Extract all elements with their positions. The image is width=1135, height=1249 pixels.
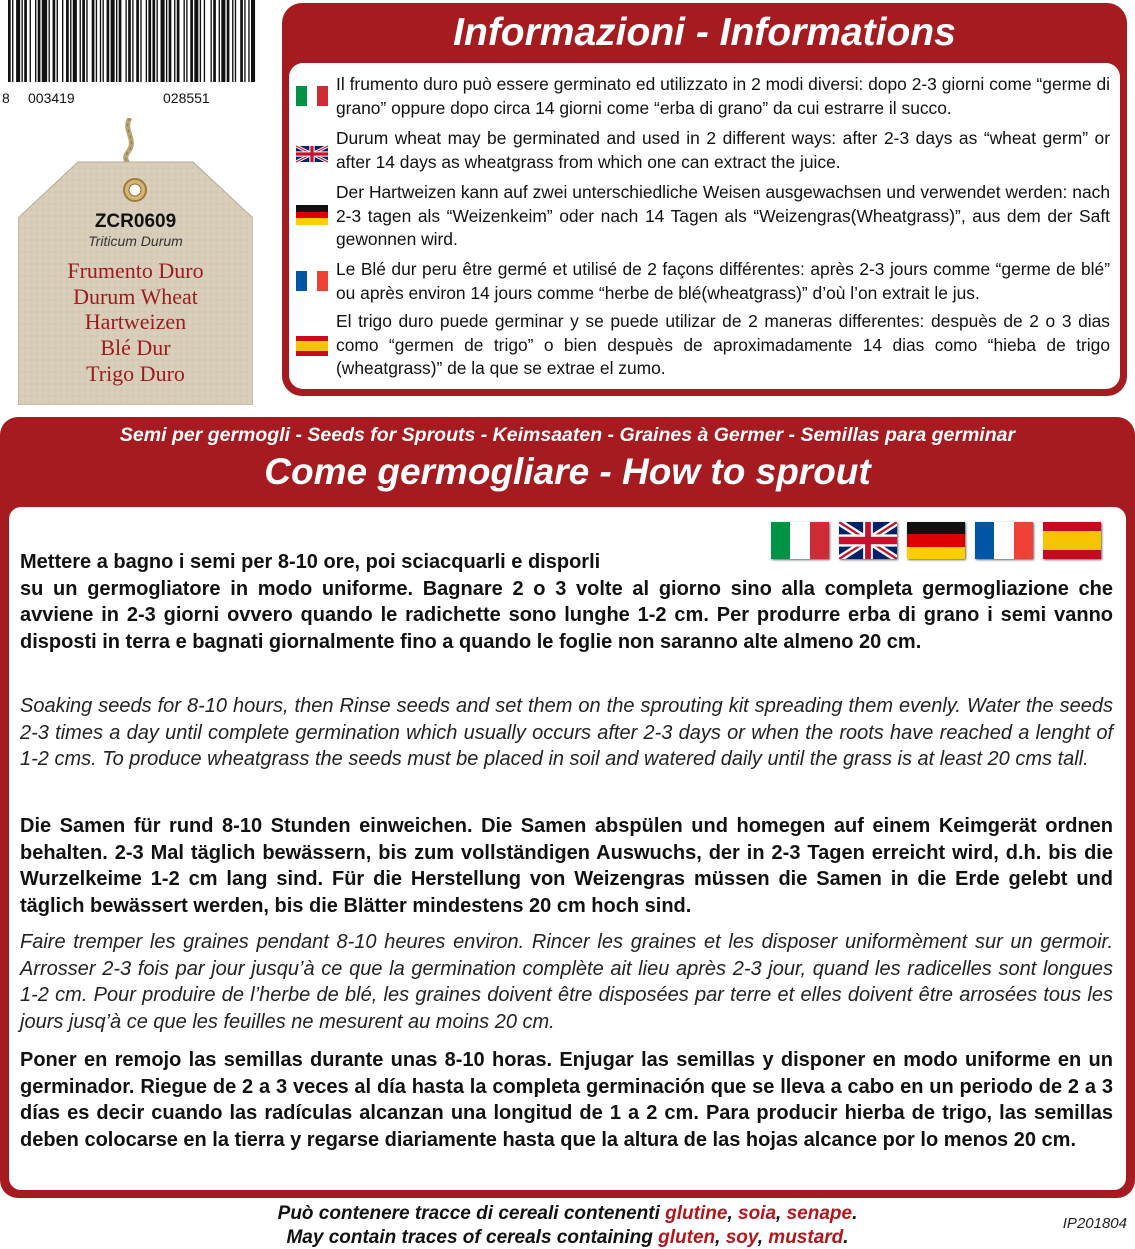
product-names — [18, 258, 253, 387]
info-title: Informazioni - Informations — [453, 11, 956, 54]
instructions-es: Poner en remojo las semillas durante unas 8-10 horas. Enjugar las semillas y disponer en modo uniforme en un germinador. Riegue de 2 a 3 veces al día hasta la completa germinación que se lleva a cabo en un periodo de 2 a 3 días es decir cuando las radículas alcanzan una longitud de 1 a 2 cm. Para producir hierba de trigo, las semillas deben colocarse en la tierra y regarse diariamente hasta que la altura de las hojas alcance por lo menos 20 cm. — [20, 1049, 1113, 1151]
allergen-soy-en: soy — [725, 1227, 758, 1248]
separator: , — [776, 1203, 787, 1224]
sprout-content — [9, 507, 1126, 1190]
separator: , — [715, 1227, 726, 1248]
france-flag-icon — [296, 271, 328, 291]
product-code: ZCR0609 — [94, 211, 177, 232]
product-name-fr: Blé Dur — [100, 335, 171, 361]
separator: , — [757, 1227, 769, 1248]
info-text-es: El trigo duro puede germinar y se puede utilizar de 2 maneras differentes: despuès de 2 o 3 dias como “germen de trigo” o bien despuès de aproximadamente 14 dias como “hieba de trigo (wheatgrass)” de la que se extrae el zumo. — [336, 311, 1110, 378]
print-code: IP201804 — [1062, 1215, 1127, 1232]
sprouting-panel — [0, 417, 1135, 1198]
barcode-bars — [8, 0, 258, 82]
info-text-en: Durum wheat may be germinated and used in 2 different ways: after 2-3 days as “wheat germ” or after 14 days as wheatgrass from which one can extract the juice. — [336, 128, 1110, 172]
uk-flag-icon — [296, 144, 328, 164]
separator: , — [727, 1203, 738, 1224]
info-text-de: Der Hartweizen kann auf zwei unterschiedliche Weisen ausgewachsen und verwendet werden: nach 2-3 tagen als “Weizenkeim” oder nach 14 Tagen als “Weizengras(Wheatgrass)”, aus dem der Saft gewonnen wird. — [336, 182, 1110, 249]
product-name-it: Frumento Duro — [67, 258, 204, 283]
instructions-it-rest: su un germogliatore in modo uniforme. Bagnare 2 o 3 volte al giorno sino alla completa germogliazione che avviene in 2-3 giorni ovvero quando le radichette sono lunghe 1-2 cm. Per produrre erba di grano i semi vanno disposti in terra e bagnati giornalmente fino a quando le foglie non saranno alte almeno 20 cm. — [20, 577, 1113, 653]
instructions-de: Die Samen für rund 8-10 Stunden einweichen. Die Samen abspülen und homegen auf einem Keimgerät ordnen behalten. 2-3 Mal täglich bewässern, bis zum vollständigen Auswuchs, der in 2-3 Tagen erreicht wird, d.h. bis die Wurzelkeime 1-2 cm lang sind. Für die Herstellung von Weizengras müssen die Samen in die Erde gelebt und täglich bewässert werden, bis die Blätter mindestens 20 cm hoch sind. — [20, 815, 1113, 917]
italy-flag-icon — [296, 86, 328, 106]
allergen-mustard-it: senape — [786, 1203, 853, 1224]
barcode-digit-2: 003419 — [28, 90, 75, 106]
spain-flag-icon — [296, 336, 328, 356]
allergen-line-en — [0, 1227, 1135, 1249]
barcode-digit-3: 028551 — [163, 90, 210, 106]
sprout-subtitle: Semi per germogli - Seeds for Sprouts - Keimsaaten - Graines à Germer - Semillas para germinar — [119, 424, 1016, 446]
instructions-fr: Faire tremper les graines pendant 8-10 heures environ. Rincer les graines et les disposer uniformèment sur un germoir. Arrosser 2-3 fois par jour jusqu’à ce que la germination complète ait lieu après 2-3 jour, quand les radicelles sont longues 1-2 cm. Pour produire de l’herbe de blé, les graines doivent être disposées par terre et elles doivent être arrosées tous les jours jusq’à ce que les feuilles ne mesurent au moins 20 cm. — [20, 931, 1113, 1033]
instructions-it — [20, 549, 1113, 655]
allergen-prefix-it: Può contenere tracce di cereali contenenti — [277, 1203, 666, 1224]
product-name-en: Durum Wheat — [73, 283, 198, 309]
sprout-title: Come germogliare - How to sprout — [264, 451, 871, 492]
period: . — [843, 1227, 849, 1248]
allergen-line-it — [0, 1203, 1135, 1225]
info-text-fr: Le Blé dur peru être germé et utilisé de 2 façons différentes: après 2-3 jours comme “germe de blé” ou après environ 14 jours comme “herbe de blé(wheatgrass)” d’où l’on extrait le jus. — [336, 259, 1110, 303]
product-name-es: Trigo Duro — [86, 360, 185, 386]
info-content — [289, 63, 1120, 389]
period: . — [852, 1203, 858, 1224]
instructions-it-first-line: Mettere a bagno i semi per 8-10 ore, poi sciacquarli e disporli — [20, 551, 601, 573]
product-name-de: Hartweizen — [84, 309, 187, 335]
germany-flag-icon — [296, 205, 328, 225]
allergen-mustard-en: mustard — [768, 1227, 844, 1248]
allergen-soy-it: soia — [738, 1203, 777, 1224]
allergen-footer — [0, 1199, 1135, 1249]
info-text-it: Il frumento duro può essere germinato ed utilizzato in 2 modi diversi: dopo 2-3 giorni come “germe di grano” oppure dopo circa 14 giorni come “erba di grano” da cui estrarre il succo. — [336, 74, 1110, 118]
instructions-en: Soaking seeds for 8-10 hours, then Rinse seeds and set them on the sprouting kit spreading them evenly. Water the seeds 2-3 times a day until complete germination which usually occurs after 2-3 days or when the roots have reached a lenght of 1-2 cms. To produce wheatgrass the seeds must be placed in soil and watered daily until the grass is at least 20 cms tall. — [20, 695, 1113, 770]
allergen-gluten-en: gluten — [658, 1227, 716, 1248]
barcode-digit-1: 8 — [2, 90, 10, 106]
allergen-prefix-en: May contain traces of cereals containing — [286, 1227, 659, 1248]
product-tag — [18, 118, 253, 405]
barcode — [0, 0, 268, 110]
info-panel — [282, 3, 1127, 396]
latin-name: Triticum Durum — [88, 233, 183, 249]
allergen-gluten-it: glutine — [665, 1203, 728, 1224]
